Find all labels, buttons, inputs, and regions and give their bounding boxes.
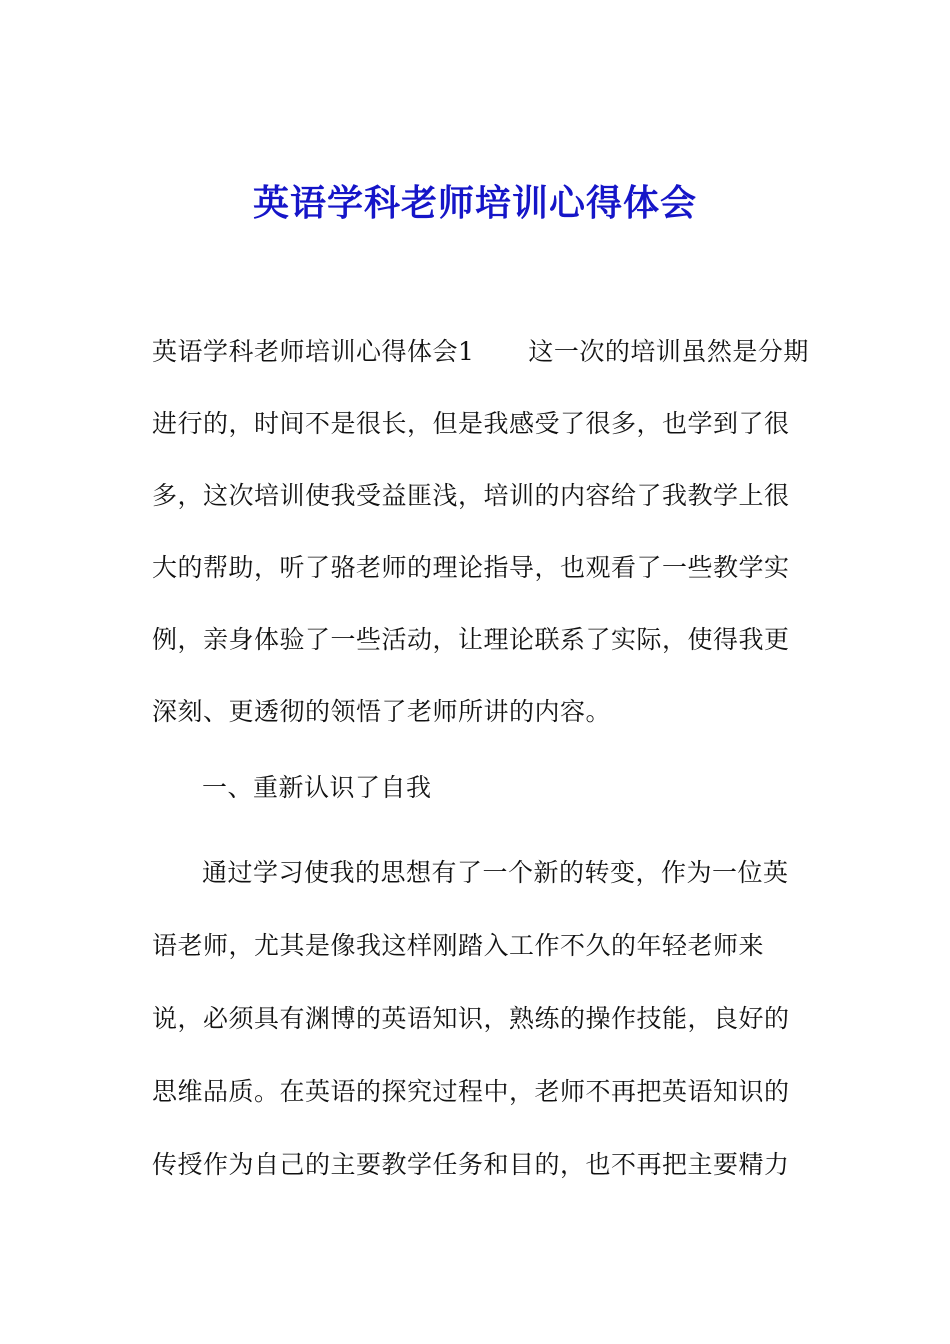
paragraph-line: 语老师，尤其是像我这样刚踏入工作不久的年轻老师来 bbox=[152, 931, 765, 960]
section-label: 英语学科老师培训心得体会1 bbox=[152, 337, 475, 366]
paragraph-line: 通过学习使我的思想有了一个新的转变，作为一位英 bbox=[202, 858, 789, 887]
paragraph-line: 说，必须具有渊博的英语知识，熟练的操作技能，良好的 bbox=[152, 1004, 790, 1033]
paragraph-text: 这一次的培训虽然是分期 bbox=[528, 337, 809, 366]
paragraph-line: 多，这次培训使我受益匪浅，培训的内容给了我教学上很 bbox=[152, 481, 790, 510]
paragraph-line: 思维品质。在英语的探究过程中，老师不再把英语知识的 bbox=[152, 1077, 790, 1106]
section-heading: 一、重新认识了自我 bbox=[202, 773, 432, 802]
document-title: 英语学科老师培训心得体会 bbox=[252, 182, 697, 224]
paragraph-line: 大的帮助，听了骆老师的理论指导，也观看了一些教学实 bbox=[152, 553, 790, 582]
paragraph-line: 例，亲身体验了一些活动，让理论联系了实际，使得我更 bbox=[152, 625, 790, 654]
paragraph-line: 进行的，时间不是很长，但是我感受了很多，也学到了很 bbox=[152, 409, 790, 438]
paragraph-line: 传授作为自己的主要教学任务和目的，也不再把主要精力 bbox=[152, 1150, 790, 1179]
paragraph-line: 深刻、更透彻的领悟了老师所讲的内容。 bbox=[152, 697, 612, 726]
paragraph-line bbox=[152, 334, 809, 370]
